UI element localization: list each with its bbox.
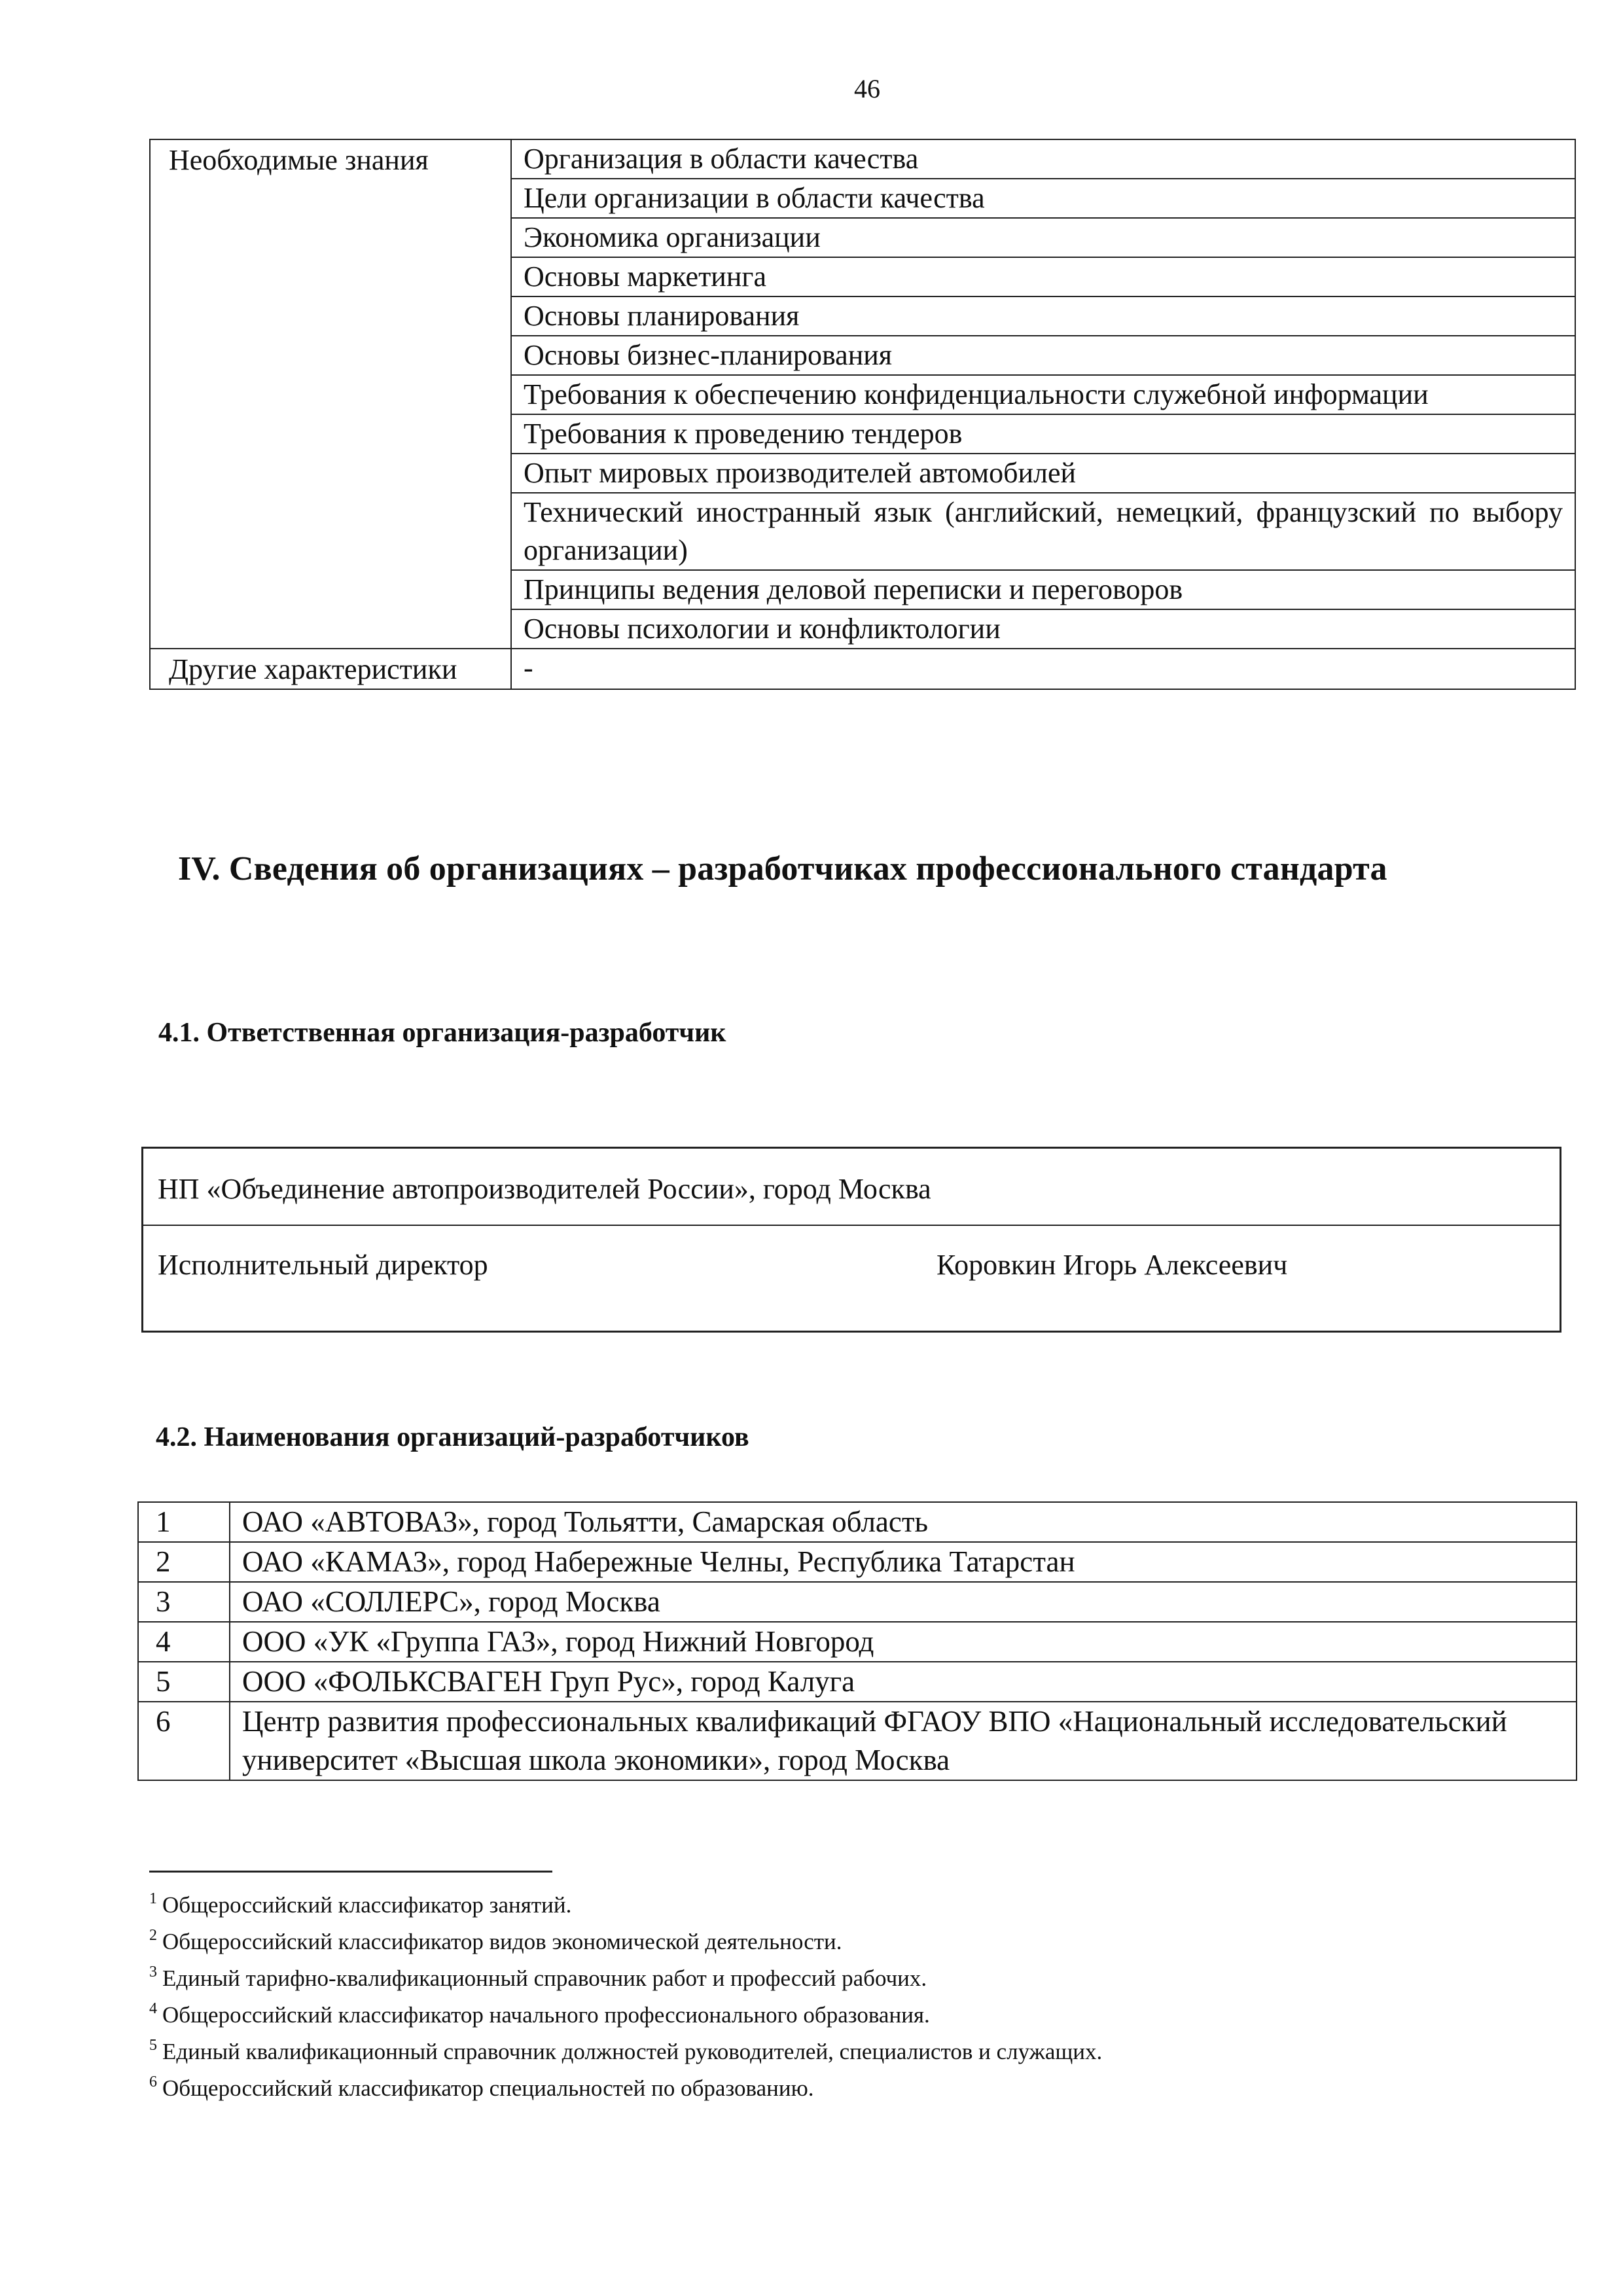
- knowledge-item: Цели организации в области качества: [511, 179, 1575, 218]
- developer-name: ОАО «АВТОВАЗ», город Тольятти, Самарская область: [230, 1502, 1577, 1542]
- developers-table: [137, 1501, 1577, 1781]
- footnotes: [149, 1884, 1102, 2104]
- table-row: [138, 1542, 1577, 1582]
- box-divider: [143, 1225, 1560, 1226]
- responsible-org-box: [141, 1147, 1561, 1333]
- knowledge-item: Требования к проведению тендеров: [511, 414, 1575, 454]
- footnote-text: Единый квалификационный справочник должностей руководителей, специалистов и служащих.: [162, 2039, 1103, 2064]
- other-characteristics-label: Другие характеристики: [150, 649, 511, 689]
- required-knowledge-table: [149, 139, 1576, 690]
- developer-name: ООО «УК «Группа ГАЗ», город Нижний Новгород: [230, 1622, 1577, 1662]
- footnote: [149, 2030, 1102, 2067]
- table-row: [138, 1702, 1577, 1780]
- knowledge-item: Технический иностранный язык (английский, немецкий, французский по выбору организации): [511, 493, 1575, 570]
- developer-name: ОАО «КАМАЗ», город Набережные Челны, Республика Татарстан: [230, 1542, 1577, 1582]
- other-characteristics-value: -: [511, 649, 1575, 689]
- row-number: 3: [138, 1582, 230, 1622]
- row-number: 2: [138, 1542, 230, 1582]
- footnote-mark: 1: [149, 1890, 157, 1907]
- responsible-person: Коровкин Игорь Алексеевич: [936, 1249, 1288, 1281]
- knowledge-item: Требования к обеспечению конфиденциальности служебной информации: [511, 375, 1575, 414]
- row-number: 1: [138, 1502, 230, 1542]
- footnote-text: Общероссийский классификатор занятий.: [162, 1892, 572, 1918]
- responsible-org-name: НП «Объединение автопроизводителей России», город Москва: [158, 1173, 931, 1205]
- developer-name: ОАО «СОЛЛЕРС», город Москва: [230, 1582, 1577, 1622]
- footnote-text: Общероссийский классификатор начального профессионального образования.: [162, 2002, 930, 2028]
- footnote: [149, 1957, 1102, 1994]
- footnote-text: Общероссийский классификатор специальностей по образованию.: [162, 2075, 814, 2101]
- row-number: 6: [138, 1702, 230, 1780]
- footnote: [149, 1884, 1102, 1920]
- table-row: [138, 1582, 1577, 1622]
- knowledge-item: Основы бизнес-планирования: [511, 336, 1575, 375]
- footnote-mark: 4: [149, 2000, 157, 2017]
- table-row: [150, 139, 1575, 179]
- developer-name: Центр развития профессиональных квалификаций ФГАОУ ВПО «Национальный исследовательский университет «Высшая школа экономики», город Москва: [230, 1702, 1577, 1780]
- developers-heading: 4.2. Наименования организаций-разработчиков: [156, 1422, 749, 1452]
- knowledge-item: Основы психологии и конфликтологии: [511, 609, 1575, 649]
- footnote-text: Общероссийский классификатор видов экономической деятельности.: [162, 1929, 842, 1954]
- table-row: [150, 649, 1575, 689]
- row-number: 4: [138, 1622, 230, 1662]
- footnote-mark: 2: [149, 1927, 157, 1944]
- section-heading: IV. Сведения об организациях – разработчиках профессионального стандарта: [178, 850, 1387, 888]
- footnote: [149, 1920, 1102, 1957]
- knowledge-item: Основы маркетинга: [511, 257, 1575, 296]
- footnote: [149, 1994, 1102, 2030]
- footnote-mark: 6: [149, 2073, 157, 2090]
- responsible-role: Исполнительный директор: [158, 1249, 488, 1281]
- knowledge-item: Экономика организации: [511, 218, 1575, 257]
- knowledge-item: Основы планирования: [511, 296, 1575, 336]
- footnote-mark: 3: [149, 1964, 157, 1981]
- page-number: 46: [854, 74, 880, 103]
- table-row: [138, 1622, 1577, 1662]
- footnote-text: Единый тарифно-квалификационный справочник работ и профессий рабочих.: [162, 1965, 927, 1991]
- footnote-rule: [149, 1871, 552, 1873]
- knowledge-item: Опыт мировых производителей автомобилей: [511, 454, 1575, 493]
- table-row: [138, 1502, 1577, 1542]
- knowledge-item: Принципы ведения деловой переписки и переговоров: [511, 570, 1575, 609]
- required-knowledge-label: Необходимые знания: [150, 139, 511, 649]
- footnote-mark: 5: [149, 2037, 157, 2054]
- row-number: 5: [138, 1662, 230, 1702]
- responsible-org-heading: 4.1. Ответственная организация-разработчик: [158, 1018, 726, 1048]
- table-row: [138, 1662, 1577, 1702]
- footnote: [149, 2067, 1102, 2104]
- developer-name: ООО «ФОЛЬКСВАГЕН Груп Рус», город Калуга: [230, 1662, 1577, 1702]
- knowledge-item: Организация в области качества: [511, 139, 1575, 179]
